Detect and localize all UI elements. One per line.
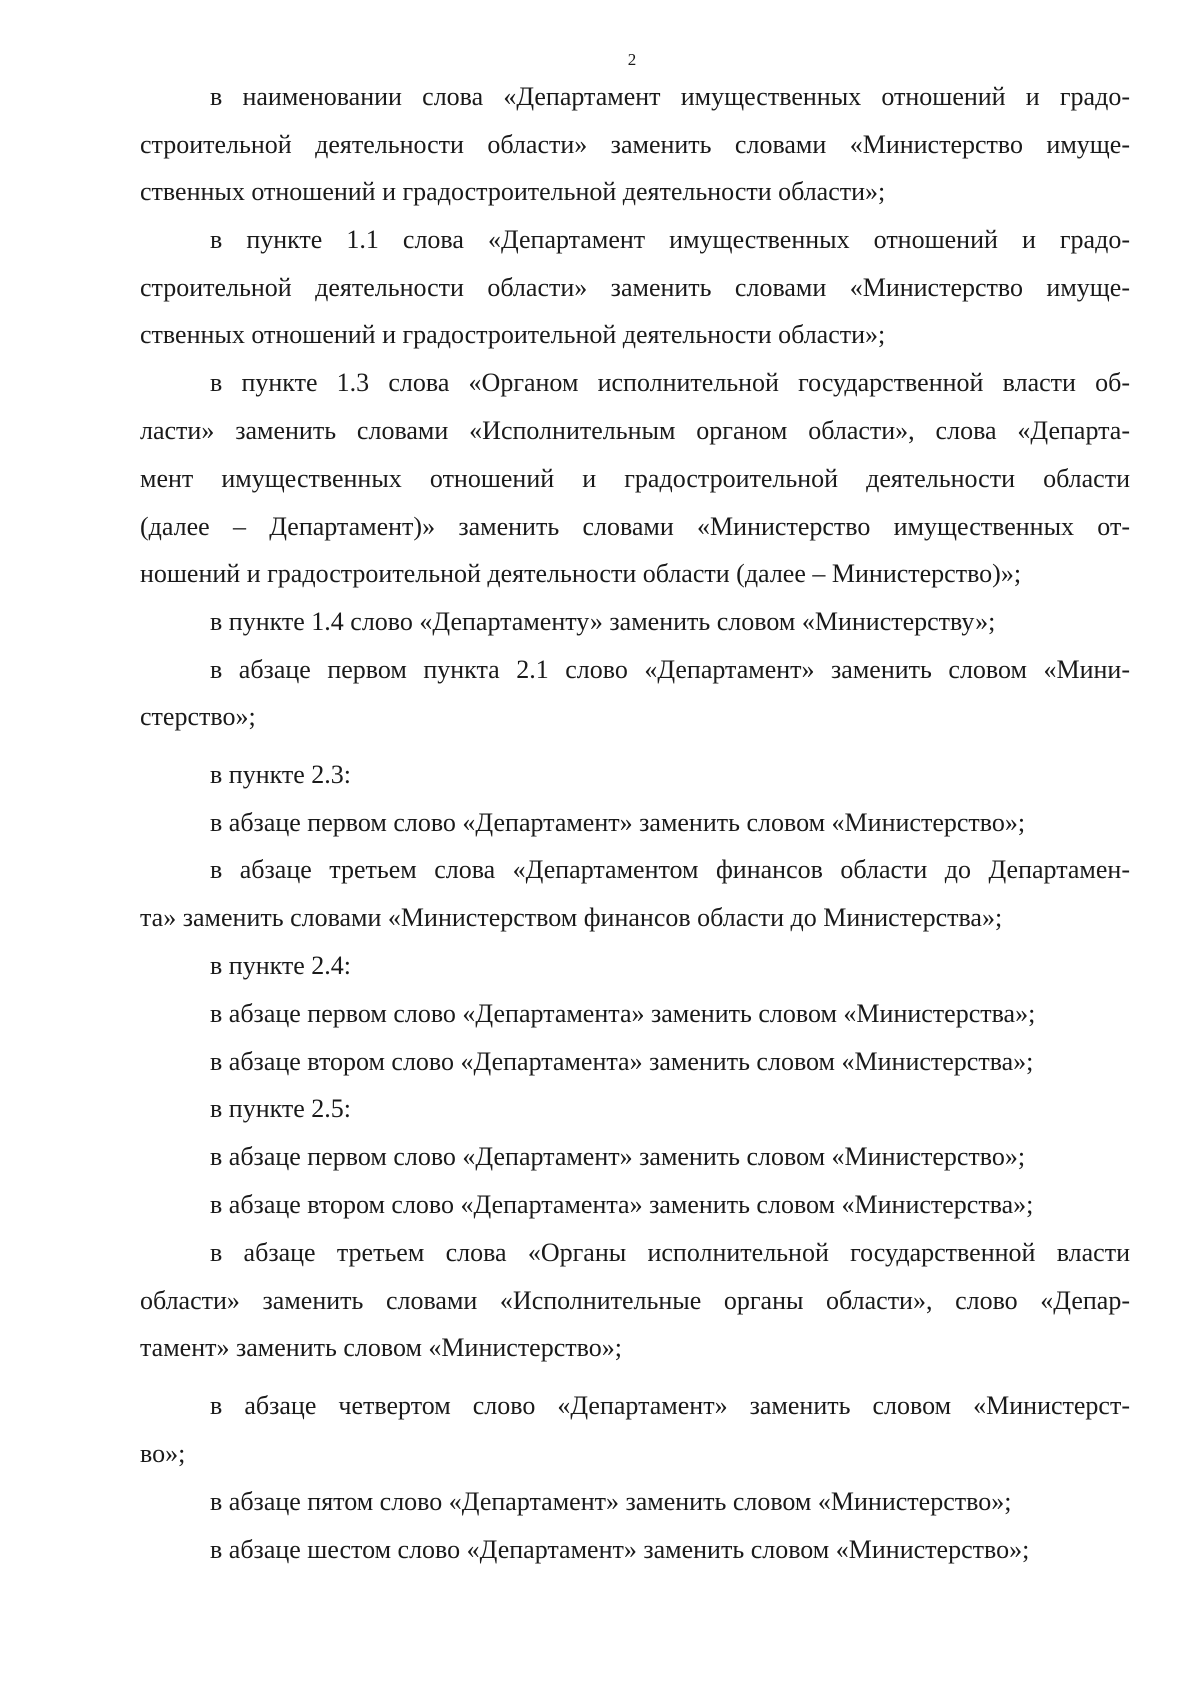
text-line: в абзаце пятом слово «Департамент» заменить словом «Министерство»;	[210, 1487, 1012, 1516]
text-line: мент имущественных отношений и градостроительной деятельности области	[140, 464, 1130, 493]
text-line: в абзаце первом слово «Департамент» заменить словом «Министерство»;	[210, 1142, 1026, 1171]
text-line: тамент» заменить словом «Министерство»;	[140, 1333, 622, 1362]
text-line: ственных отношений и градостроительной деятельности области»;	[140, 320, 886, 349]
text-line: в абзаце четвертом слово «Департамент» заменить словом «Министерст-	[210, 1391, 1130, 1420]
text-line: в абзаце первом слово «Департамент» заменить словом «Министерство»;	[210, 808, 1026, 837]
page-number: 2	[627, 50, 637, 69]
text-line: ласти» заменить словами «Исполнительным органом области», слова «Департа-	[140, 416, 1130, 445]
text-line: ственных отношений и градостроительной деятельности области»;	[140, 177, 886, 206]
text-line: в пункте 2.4:	[210, 951, 352, 980]
text-line: в абзаце первом слово «Департамента» заменить словом «Министерства»;	[210, 999, 1036, 1028]
text-line: в абзаце третьем слова «Департаментом финансов области до Департамен-	[210, 855, 1130, 884]
text-line: в наименовании слова «Департамент имущественных отношений и градо-	[210, 82, 1130, 111]
text-line: в абзаце первом пункта 2.1 слово «Департамент» заменить словом «Мини-	[210, 655, 1130, 684]
text-line: строительной деятельности области» заменить словами «Министерство имуще-	[140, 130, 1130, 159]
text-line: во»;	[140, 1439, 186, 1468]
text-line: в пункте 1.3 слова «Органом исполнительной государственной власти об-	[210, 368, 1130, 397]
text-line: ношений и градостроительной деятельности области (далее – Министерство)»;	[140, 559, 1022, 588]
text-line: области» заменить словами «Исполнительные органы области», слово «Депар-	[140, 1286, 1130, 1315]
text-line: строительной деятельности области» заменить словами «Министерство имуще-	[140, 273, 1130, 302]
text-line: стерство»;	[140, 702, 256, 731]
text-line: в пункте 2.5:	[210, 1094, 352, 1123]
text-line: (далее – Департамент)» заменить словами «Министерство имущественных от-	[140, 512, 1130, 541]
text-line: в пункте 1.4 слово «Департаменту» заменить словом «Министерству»;	[210, 607, 996, 636]
text-line: в пункте 2.3:	[210, 760, 352, 789]
text-line: в абзаце втором слово «Департамента» заменить словом «Министерства»;	[210, 1047, 1034, 1076]
text-line: в абзаце шестом слово «Департамент» заменить словом «Министерство»;	[210, 1535, 1030, 1564]
text-line: в пункте 1.1 слова «Департамент имущественных отношений и градо-	[210, 225, 1130, 254]
text-line: в абзаце втором слово «Департамента» заменить словом «Министерства»;	[210, 1190, 1034, 1219]
text-line: в абзаце третьем слова «Органы исполнительной государственной власти	[210, 1238, 1130, 1267]
text-line: та» заменить словами «Министерством финансов области до Министерства»;	[140, 903, 1003, 932]
